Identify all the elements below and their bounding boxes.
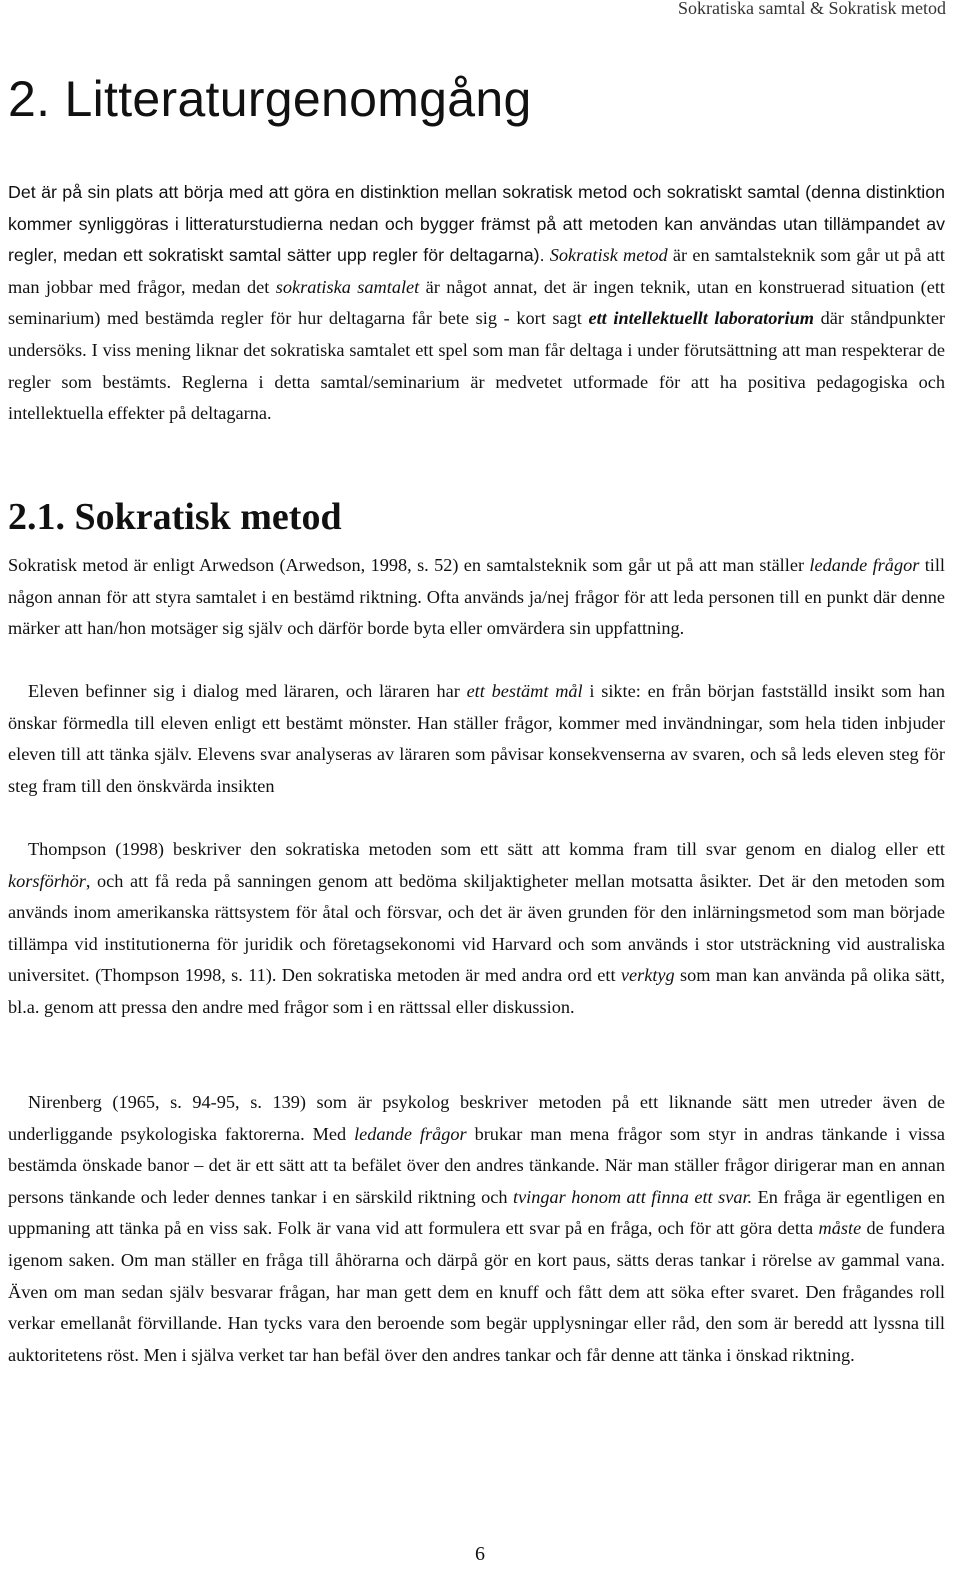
body-text: Sokratisk metod är enligt Arwedson (Arwedson, 1998, s. 52) en samtalsteknik som går ut på att man ställer bbox=[8, 555, 810, 575]
page-number: 6 bbox=[475, 1543, 485, 1565]
term-sokratiska-samtalet: sokratiska samtalet bbox=[275, 276, 420, 297]
body-text: brukar man mena frågor som styr in andras tänkande i vissa bestämda önskade banor – det är ett sätt att ta befälet över den andres tänkande. När man ställer frågor dirigerar man en annan persons tänkande och leder dennes tankar i en särskild riktning och bbox=[8, 1123, 945, 1207]
term-ett-bestamt-mal: ett bestämt mål bbox=[466, 681, 583, 701]
intro-text: är något annat, det är ingen teknik, utan en konstruerad situation (ett seminarium) med bestämda regler för hur deltagarna får bete sig - kort sagt bbox=[8, 276, 946, 329]
section-title: 2. Litteraturgenomgång bbox=[8, 71, 532, 127]
body-text: som man kan använda på olika sätt, bl.a. genom att pressa den andre med frågor som i en rättssal eller diskussion. bbox=[8, 965, 946, 1017]
term-korsforhor: korsförhör bbox=[8, 870, 86, 891]
term-maste: måste bbox=[818, 1218, 862, 1239]
intro-sentence: Det är på sin plats att börja med att göra en distinktion mellan sokratisk metod och sokratiskt samtal (denna distinktion kommer synliggöras i litteraturstudierna nedan och bygger främst på att metoden kan användas utan tillämpandet av regler, medan ett sokratiskt samtal sätter upp regler för deltagarna). bbox=[8, 182, 945, 266]
term-verktyg: verktyg bbox=[620, 965, 675, 986]
thompson-paragraph bbox=[8, 834, 945, 1024]
intro-text: där ståndpunkter undersöks. bbox=[8, 308, 946, 360]
body-text: i sikte: en från början fastställd insikt som han önskar förmedla till eleven enligt ett bestämt mönster. Han ställer frågor, kommer med invändningar, som hela tiden inbjuder eleven till att tänka själv. Elevens svar analyseras av läraren som påvisar konsekvenserna av svaren, och så leds eleven steg för steg fram till den önskvärda insikten bbox=[8, 681, 945, 796]
body-text: , och att få reda på sanningen genom att bedöma skiljaktigheter mellan motsatta åsikter. Det är den metoden som används inom amerikanska rättsystem för åtal och försvar, och det är även grunden för den inlärningsmetod som man började tillämpa vid institutionerna för juridik och företagsekonomi vid Harvard och som används i stor utsträckning vid australiska universitet. (Thompson 1998, s. 11). Den sokratiska metoden är med andra ord ett bbox=[8, 870, 945, 986]
nirenberg-paragraph bbox=[8, 1087, 945, 1371]
subsection-title: 2.1. Sokratisk metod bbox=[8, 496, 342, 538]
body-text: Nirenberg (1965, s. 94-95, s. 139) som är psykolog beskriver metoden på ett liknande sätt men utreder även de underliggande psykologiska faktorerna. Med bbox=[8, 1092, 945, 1144]
running-header: Sokratiska samtal & Sokratisk metod bbox=[678, 0, 946, 18]
body-text: de fundera igenom saken. Om man ställer en fråga till åhörarna och därpå gör en kort paus, sätts deras tankar i rörelse av gammal vana. Även om man sedan själv besvarar frågan, har man gett dem en knuff och fått dem att söka efter svaret. Den frågandes roll verkar emellanåt förvillande. Han tycks vara den beroende som begär upplysningar eller råd, den som är beredd att lyssna till auktoritetens röst. Men i själva verket tar han befäl över den andres tankar och får denne att tänka i önskad riktning. bbox=[8, 1218, 945, 1365]
term-sokratisk-metod: Sokratisk metod bbox=[549, 245, 668, 266]
body-text: till någon annan för att styra samtalet i en bestämd riktning. Ofta används ja/nej frågor för att leda personen till en punkt där denne märker att han/hon motsäger sig själv och därför borde byta eller omvärdera sin uppfattning. bbox=[8, 555, 946, 639]
term-intellektuellt-laboratorium: ett intellektuellt laboratorium bbox=[588, 308, 814, 329]
term-tvingar-honom: tvingar honom att finna ett svar. bbox=[512, 1186, 753, 1207]
body-text: En fråga är egentligen en uppmaning att tänka på en viss sak. Folk är vana vid att formulera ett svar på en fråga, och för att göra detta bbox=[8, 1186, 945, 1239]
intro-text: I viss mening liknar det sokratiska samtalet ett spel som man får deltaga i under förutsättning att man respekterar de regler som bestämts. Reglerna i detta samtal/seminarium är medvetet utformade för att ha positiva pedagogiska och intellektuella effekter på deltagarna. bbox=[8, 339, 945, 424]
term-ledande-fragor: ledande frågor bbox=[809, 555, 920, 575]
intro-paragraph bbox=[8, 177, 945, 430]
term-ledande-fragor-2: ledande frågor bbox=[354, 1123, 467, 1144]
body-text: Eleven befinner sig i dialog med läraren, och läraren har bbox=[28, 681, 467, 701]
body-text: Thompson (1998) beskriver den sokratiska metoden som ett sätt att komma fram till svar genom en dialog eller ett bbox=[28, 839, 945, 859]
eleven-paragraph bbox=[8, 676, 945, 802]
arwedson-paragraph bbox=[8, 550, 945, 645]
intro-text: är en samtalsteknik som går ut på att man jobbar med frågor, medan det bbox=[8, 245, 945, 297]
